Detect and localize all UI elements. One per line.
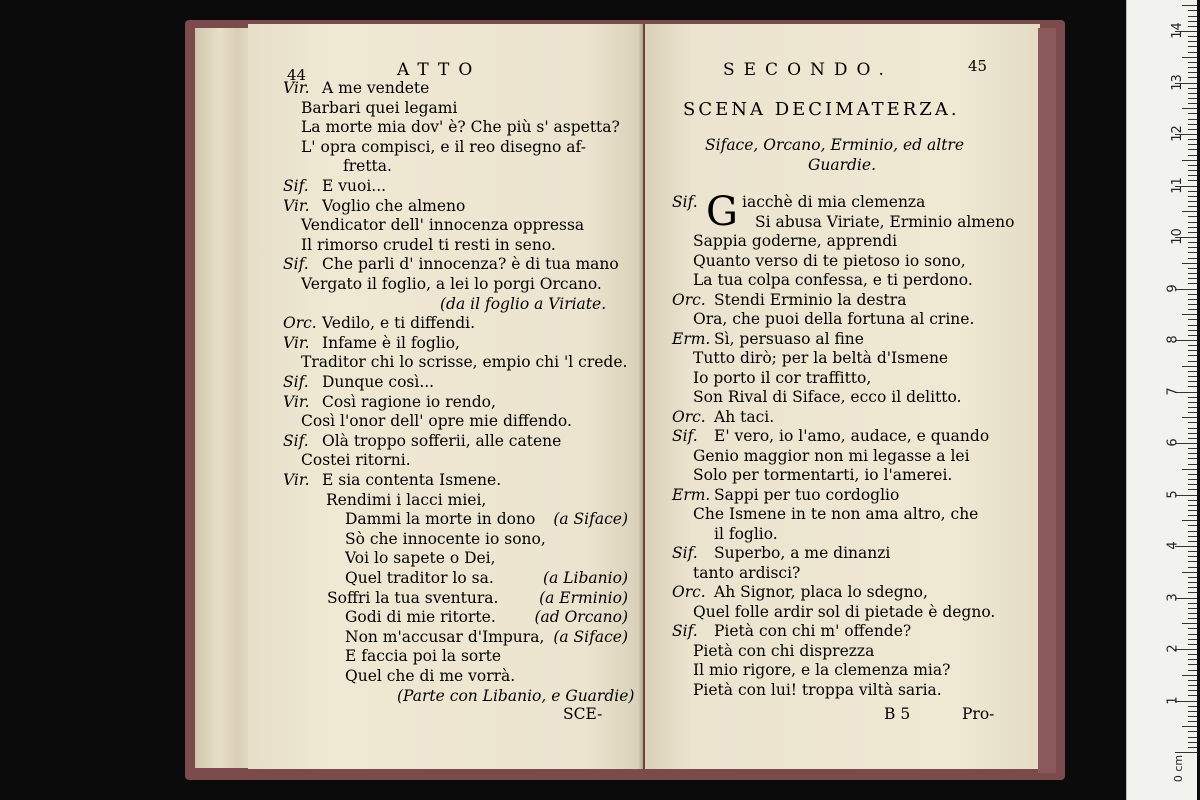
right-page-line: Ora, che puoi della fortuna al crine. <box>693 310 975 328</box>
left-page-header: ATTO <box>397 60 482 80</box>
ruler-tick <box>1188 628 1197 629</box>
ruler-tick <box>1188 98 1197 99</box>
ruler-tick <box>1182 520 1197 521</box>
ruler-tick <box>1188 376 1197 377</box>
ruler-tick <box>1188 448 1197 449</box>
ruler-tick <box>1182 469 1197 470</box>
ruler-tick <box>1182 366 1197 367</box>
right-page-speaker: Sif. <box>672 544 698 562</box>
ruler-tick <box>1188 206 1197 207</box>
ruler-tick <box>1188 103 1197 104</box>
ruler-number: 14 <box>1169 22 1185 39</box>
ruler-tick <box>1188 371 1197 372</box>
drop-cap: G <box>706 189 738 235</box>
ruler-tick <box>1188 716 1197 717</box>
ruler-tick <box>1188 67 1197 68</box>
ruler-tick <box>1188 731 1197 732</box>
ruler-number: 11 <box>1169 176 1185 194</box>
left-page-speaker: Sif. <box>283 177 309 195</box>
ruler-tick <box>1188 479 1197 480</box>
left-page-speaker: Sif. <box>283 373 309 391</box>
left-page-speaker: Vir. <box>283 392 310 411</box>
ruler-number: 3 <box>1165 592 1181 602</box>
ruler-number: 9 <box>1165 283 1181 293</box>
right-page-line: Sì, persuaso al fine <box>714 329 864 348</box>
left-page-line: Soffri la tua sventura. <box>327 588 499 607</box>
left-page-line: La morte mia dov' è? Che più s' aspetta? <box>301 118 620 137</box>
ruler-tick <box>1188 428 1197 429</box>
ruler-tick <box>1188 149 1197 150</box>
right-page-line: Il mio rigore, e la clemenza mia? <box>693 661 951 679</box>
left-page-speaker: Sif. <box>283 255 309 274</box>
ruler-tick <box>1188 350 1197 351</box>
right-page-line: iacchè di mia clemenza <box>742 193 926 211</box>
ruler-tick <box>1188 242 1197 243</box>
ruler-tick <box>1182 263 1197 264</box>
ruler-tick <box>1188 252 1197 253</box>
ruler-tick <box>1188 247 1197 248</box>
right-page-line: Sappi per tuo cordoglio <box>714 485 900 504</box>
ruler-tick <box>1188 191 1197 192</box>
ruler-number: 5 <box>1165 489 1181 499</box>
ruler-tick <box>1188 397 1197 398</box>
ruler-tick <box>1188 170 1197 171</box>
left-page-line: (Parte con Libanio, e Guardie) <box>397 686 635 705</box>
ruler-tick <box>1188 433 1197 434</box>
ruler-tick <box>1188 634 1197 635</box>
right-page-header: SECONDO. <box>723 60 893 80</box>
ruler-tick <box>1188 608 1197 609</box>
ruler-number: 10 <box>1169 228 1185 245</box>
ruler-tick <box>1188 670 1197 671</box>
ruler-tick <box>1188 77 1197 78</box>
ruler-tick <box>1188 196 1197 197</box>
ruler-tick <box>1188 747 1197 748</box>
ruler-tick <box>1188 93 1197 94</box>
ruler-tick <box>1188 10 1197 11</box>
ruler-tick <box>1182 726 1197 727</box>
ruler-tick <box>1188 422 1197 423</box>
ruler-tick <box>1188 155 1197 156</box>
right-page-line: La tua colpa confessa, e ti perdono. <box>693 271 973 289</box>
ruler-number: 6 <box>1165 438 1181 447</box>
right-page-line: Pietà con lui! troppa viltà saria. <box>693 680 942 699</box>
ruler-tick <box>1188 484 1197 485</box>
left-page-line: Vergato il foglio, a lei lo porgi Orcano. <box>301 275 602 293</box>
ruler-tick <box>1188 711 1197 712</box>
ruler-tick <box>1188 489 1197 490</box>
ruler-tick <box>1188 21 1197 22</box>
right-page-line: Stendi Erminio la destra <box>714 290 907 309</box>
left-page-line: fretta. <box>343 157 392 176</box>
ruler-tick <box>1182 623 1197 624</box>
ruler-tick <box>1188 592 1197 593</box>
left-page-stage-direction: (a Siface) <box>553 510 628 529</box>
ruler-tick <box>1182 160 1197 161</box>
ruler-tick <box>1188 613 1197 614</box>
signature-mark: B 5 <box>884 705 911 723</box>
ruler-tick <box>1188 561 1197 562</box>
ruler-tick <box>1188 345 1197 346</box>
ruler-tick <box>1188 474 1197 475</box>
right-page-speaker: Sif. <box>672 427 698 445</box>
ruler-tick <box>1188 412 1197 413</box>
ruler-tick <box>1188 680 1197 681</box>
ruler-tick <box>1188 582 1197 583</box>
left-page-line: (da il foglio a Viriate. <box>440 294 607 313</box>
ruler-tick <box>1188 438 1197 439</box>
ruler-number: 1 <box>1165 695 1181 705</box>
right-page-line: Pietà con chi disprezza <box>693 641 875 660</box>
left-page-line: E vuoi... <box>322 177 387 195</box>
left-page-line: Rendimi i lacci miei, <box>326 490 487 509</box>
ruler-tick <box>1188 515 1197 516</box>
ruler-tick <box>1188 500 1197 501</box>
right-page-line: Quanto verso di te pietoso io sono, <box>693 251 966 270</box>
left-page-line: Così l'onor dell' opre mie diffendo. <box>301 412 572 431</box>
ruler-tick <box>1188 541 1197 542</box>
left-page-line: Barbari quei legami <box>301 98 458 117</box>
ruler-tick <box>1188 36 1197 37</box>
left-page-line: A me vendete <box>322 79 430 97</box>
right-page-line: E' vero, io l'amo, audace, e quando <box>714 427 990 445</box>
ruler-tick <box>1182 314 1197 315</box>
scene-title: SCENA DECIMATERZA. <box>683 99 960 120</box>
ruler-tick <box>1188 325 1197 326</box>
right-page-speaker: Orc. <box>672 407 706 426</box>
left-page-stage-direction: (ad Orcano) <box>534 608 628 627</box>
page-stack <box>195 28 255 768</box>
ruler-tick <box>1182 211 1197 212</box>
left-page-line: Quel traditor lo sa. <box>345 569 494 587</box>
ruler-number: 4 <box>1165 541 1181 550</box>
ruler-number: 2 <box>1165 644 1181 653</box>
ruler-tick <box>1188 52 1197 53</box>
left-page-line: Traditor chi lo scrisse, empio chi 'l crede. <box>301 353 628 372</box>
ruler-tick <box>1188 165 1197 166</box>
ruler-tick <box>1188 402 1197 403</box>
ruler-tick <box>1188 510 1197 511</box>
ruler-unit: 0 cm <box>1172 754 1186 783</box>
right-page-line: Genio maggior non mi legasse a lei <box>693 446 970 465</box>
ruler-tick <box>1188 299 1197 300</box>
ruler-tick <box>1188 330 1197 331</box>
ruler-tick <box>1188 304 1197 305</box>
ruler-tick <box>1188 695 1197 696</box>
measurement-ruler <box>1126 0 1197 800</box>
ruler-tick <box>1188 453 1197 454</box>
left-page-line: Il rimorso crudel ti resti in seno. <box>301 235 556 254</box>
ruler-tick <box>1182 417 1197 418</box>
right-page-line: Quel folle ardir sol di pietade è degno. <box>693 602 996 621</box>
ruler-tick <box>1188 531 1197 532</box>
ruler-tick <box>1188 335 1197 336</box>
ruler-tick <box>1188 525 1197 526</box>
right-page-speaker: Sif. <box>672 193 698 211</box>
ruler-tick <box>1188 685 1197 686</box>
ruler-tick <box>1188 458 1197 459</box>
ruler-tick <box>1188 119 1197 120</box>
left-page-line: L' opra compisci, e il reo disegno af- <box>301 137 586 156</box>
ruler-number: 12 <box>1169 125 1185 142</box>
right-catchword: Pro- <box>962 705 995 723</box>
ruler-tick <box>1188 386 1197 387</box>
left-page-line: Così ragione io rendo, <box>322 392 496 411</box>
ruler-tick <box>1188 113 1197 114</box>
ruler-tick <box>1188 139 1197 140</box>
right-page-speaker: Sif. <box>672 622 698 640</box>
left-page-line: E faccia poi la sorte <box>345 647 502 666</box>
ruler-tick <box>1188 258 1197 259</box>
ruler-tick <box>1188 706 1197 707</box>
left-page-line: Voglio che almeno <box>322 196 466 215</box>
right-page-line: Pietà con chi m' offende? <box>714 622 912 640</box>
ruler-tick <box>1188 567 1197 568</box>
left-page-stage-direction: (a Erminio) <box>539 588 628 607</box>
right-page-line: Son Rival di Siface, ecco il delitto. <box>693 388 962 406</box>
ruler-tick <box>1188 664 1197 665</box>
ruler-tick <box>1188 618 1197 619</box>
left-page-line: Godi di mie ritorte. <box>345 608 496 627</box>
ruler-tick <box>1188 309 1197 310</box>
ruler-tick <box>1188 46 1197 47</box>
left-page-speaker: Vir. <box>283 471 310 489</box>
ruler-tick <box>1188 227 1197 228</box>
ruler-tick <box>1188 505 1197 506</box>
ruler-tick <box>1188 407 1197 408</box>
ruler-tick <box>1188 603 1197 604</box>
ruler-tick <box>1188 283 1197 284</box>
right-page-line: Superbo, a me dinanzi <box>714 544 891 562</box>
ruler-tick <box>1188 41 1197 42</box>
ruler-tick <box>1188 577 1197 578</box>
ruler-tick <box>1188 129 1197 130</box>
characters-line-1: Siface, Orcano, Erminio, ed altre <box>705 136 965 154</box>
ruler-tick <box>1188 278 1197 279</box>
ruler-tick <box>1188 273 1197 274</box>
left-page-line: Vedilo, e ti diffendi. <box>322 314 476 333</box>
ruler-number: 8 <box>1165 335 1181 344</box>
ruler-tick <box>1188 464 1197 465</box>
left-page-line: Sò che innocente io sono, <box>345 529 546 548</box>
ruler-tick <box>1188 124 1197 125</box>
right-page-line: tanto ardisci? <box>693 563 801 582</box>
ruler-tick <box>1188 721 1197 722</box>
ruler-tick <box>1188 361 1197 362</box>
ruler-tick <box>1182 108 1197 109</box>
ruler-tick <box>1188 201 1197 202</box>
ruler-tick <box>1188 175 1197 176</box>
right-page-speaker: Orc. <box>672 290 706 309</box>
ruler-tick <box>1175 752 1197 753</box>
left-page-line: Infame è il foglio, <box>322 333 460 352</box>
right-page-line: Ah Signor, placa lo sdegno, <box>714 583 928 601</box>
left-page-line: Voi lo sapete o Dei, <box>345 549 496 568</box>
ruler-tick <box>1182 675 1197 676</box>
ruler-tick <box>1188 144 1197 145</box>
ruler-tick <box>1188 659 1197 660</box>
right-page-line: Sappia goderne, apprendi <box>693 232 898 250</box>
ruler-tick <box>1188 268 1197 269</box>
right-page-line: Io porto il cor traffitto, <box>693 368 872 387</box>
ruler-tick <box>1188 737 1197 738</box>
right-page-speaker: Erm. <box>672 329 711 348</box>
right-page-line: Ah taci. <box>714 407 775 426</box>
ruler-tick <box>1188 551 1197 552</box>
left-page-speaker: Orc. <box>283 314 317 333</box>
ruler-tick <box>1188 355 1197 356</box>
right-page-line: Si abusa Viriate, Erminio almeno <box>755 212 1015 231</box>
right-page-line: Solo per tormentarti, io l'amerei. <box>693 466 953 484</box>
ruler-tick <box>1188 639 1197 640</box>
ruler-tick <box>1188 232 1197 233</box>
left-page-line: E sia contenta Ismene. <box>322 471 502 489</box>
ruler-tick <box>1188 26 1197 27</box>
ruler-tick <box>1188 742 1197 743</box>
right-page-speaker: Orc. <box>672 583 706 601</box>
left-page-speaker: Vir. <box>283 196 310 215</box>
ruler-tick <box>1188 587 1197 588</box>
left-page-line: Olà troppo sofferii, alle catene <box>322 431 562 450</box>
ruler-number: 7 <box>1165 386 1181 396</box>
left-page-line: Dunque così... <box>322 373 435 391</box>
ruler-tick <box>1182 572 1197 573</box>
left-page-line: Dammi la morte in dono <box>345 510 536 529</box>
ruler-number: 13 <box>1169 73 1185 91</box>
right-page-line: Tutto dirò; per la beltà d'Ismene <box>693 349 949 367</box>
right-page-speaker: Erm. <box>672 485 711 504</box>
ruler-tick <box>1188 381 1197 382</box>
right-page-number: 45 <box>968 57 988 75</box>
ruler-tick <box>1188 88 1197 89</box>
ruler-tick <box>1188 62 1197 63</box>
ruler-tick <box>1182 5 1197 6</box>
ruler-tick <box>1188 319 1197 320</box>
ruler-tick <box>1188 690 1197 691</box>
ruler-tick <box>1188 536 1197 537</box>
left-page-number: 44 <box>287 66 307 84</box>
left-page-speaker: Vir. <box>283 79 310 97</box>
left-page-line: Quel che di me vorrà. <box>345 667 516 685</box>
right-page-edge <box>1038 28 1056 773</box>
left-page-line: Costei ritorni. <box>301 451 411 470</box>
left-page-line: Vendicator dell' innocenza oppressa <box>301 216 585 235</box>
ruler-tick <box>1188 294 1197 295</box>
ruler-tick <box>1188 644 1197 645</box>
left-page-line: Non m'accusar d'Impura, <box>345 627 545 646</box>
right-page-line: il foglio. <box>714 524 778 543</box>
ruler-tick <box>1188 654 1197 655</box>
left-page-speaker: Vir. <box>283 333 310 352</box>
characters-line-2: Guardie. <box>808 156 876 174</box>
left-page-line: Che parli d' innocenza? è di tua mano <box>322 255 619 274</box>
ruler-tick <box>1188 180 1197 181</box>
ruler-tick <box>1182 57 1197 58</box>
left-page-speaker: Sif. <box>283 431 309 450</box>
ruler-tick <box>1188 16 1197 17</box>
ruler-tick <box>1188 216 1197 217</box>
left-catchword: SCE- <box>563 705 603 723</box>
left-page-stage-direction: (a Libanio) <box>543 569 628 587</box>
ruler-tick <box>1188 556 1197 557</box>
right-page-line: Che Ismene in te non ama altro, che <box>693 505 979 523</box>
left-page-stage-direction: (a Siface) <box>553 627 628 646</box>
ruler-tick <box>1188 222 1197 223</box>
ruler-tick <box>1188 72 1197 73</box>
